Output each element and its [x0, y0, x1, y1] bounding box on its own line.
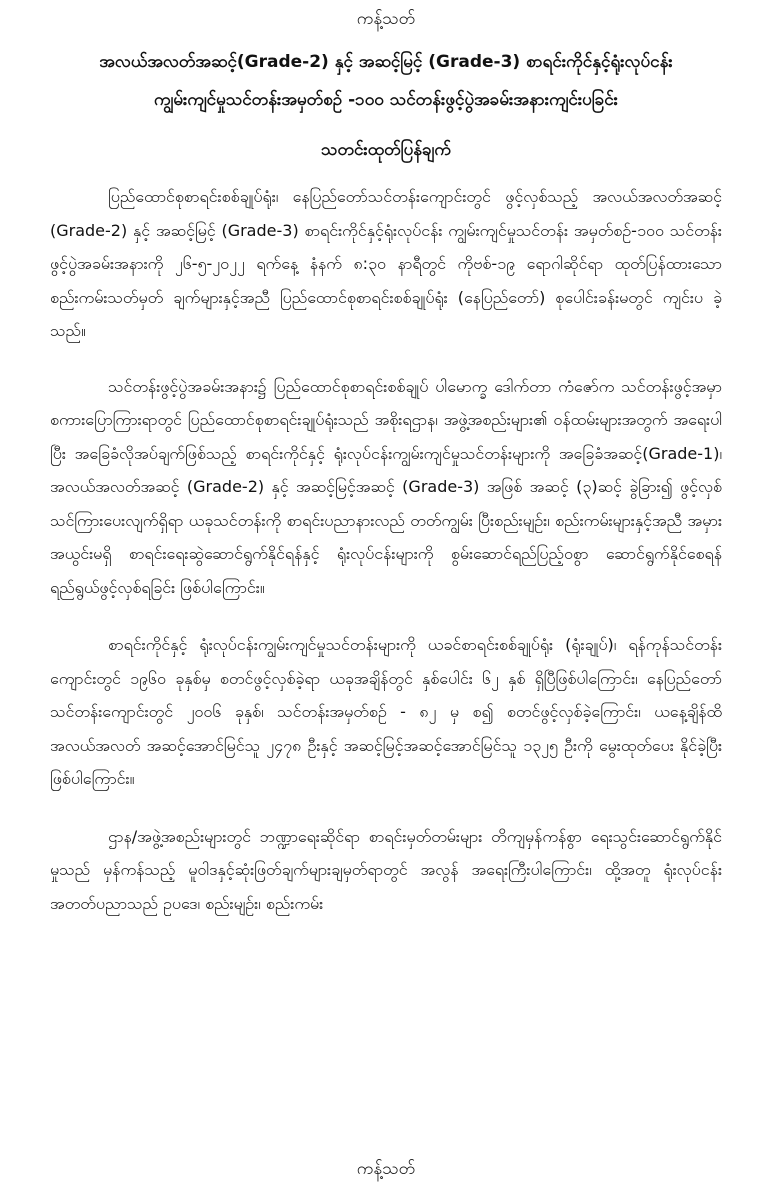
body-paragraph-1: ပြည်ထောင်စုစာရင်းစစ်ချုပ်ရုံး၊ နေပြည်တော်သင်တန်းကျောင်းတွင် ဖွင့်လှစ်သည့် အလယ်အလတ်အဆင့် (Grade-2) နှင့် အဆင့်မြင့် (Grade-3) စာရင်းကိုင်နှင့်ရုံးလုပ်ငန်း ကျွမ်းကျင်မှုသင်တန်း အမှတ်စဉ်-၁၀၀ သင်တန်းဖွင့်ပွဲအခမ်းအနားကို ၂၆-၅-၂၀၂၂ ရက်နေ့ နံနက် ၈:၃၀ နာရီတွင် ကိုဗစ်-၁၉ ရောဂါဆိုင်ရာ ထုတ်ပြန်ထားသော စည်းကမ်းသတ်မှတ် ချက်များနှင့်အညီ ပြည်ထောင်စုစာရင်းစစ်ချုပ်ရုံး (နေပြည်တော်) စုပေါင်းခန်းမတွင် ကျင်းပ ခဲ့သည်။: [50, 187, 722, 340]
classification-header: ကန့်သတ်: [356, 9, 416, 29]
body-paragraph-2: သင်တန်းဖွင့်ပွဲအခမ်းအနား၌ ပြည်ထောင်စုစာရင်းစစ်ချုပ် ပါမောက္ခ ဒေါက်တာ ကံဇော်က သင်တန်းဖွင့်အမှာစကားပြောကြားရာတွင် ပြည်ထောင်စုစာရင်းချုပ်ရုံးသည် အစိုးရဌာန၊ အဖွဲ့အစည်းများ၏ ဝန်ထမ်းများအတွက် အရေးပါပြီး အခြေခံလိုအပ်ချက်ဖြစ်သည့် စာရင်းကိုင်နှင့် ရုံးလုပ်ငန်းကျွမ်းကျင်မှုသင်တန်းများကို အခြေခံအဆင့်(Grade-1)၊ အလယ်အလတ်အဆင့် (Grade-2) နှင့် အဆင့်မြင့်အဆင့် (Grade-3) အဖြစ် အဆင့် (၃)ဆင့် ခွဲခြား၍ ဖွင့်လှစ်သင်ကြားပေးလျက်ရှိရာ ယခုသင်တန်းကို စာရင်းပညာနားလည် တတ်ကျွမ်း ပြီးစည်းမျဉ်း၊ စည်းကမ်းများနှင့်အညီ အမှားအယွင်းမရှိ စာရင်းရေးဆွဲဆောင်ရွက်နိုင်ရန်နှင့် ရုံးလုပ်ငန်းများကို စွမ်းဆောင်ရည်ပြည့်ဝစွာ ဆောင်ရွက်နိုင်စေရန် ရည်ရွယ်ဖွင့်လှစ်ရခြင်း ဖြစ်ပါကြောင်း။: [50, 376, 722, 597]
classification-footer: ကန့်သတ်: [356, 1159, 416, 1179]
document-subtitle: သတင်းထုတ်ပြန်ချက်: [321, 140, 451, 160]
document-title-line-2: ကျွမ်းကျင်မှုသင်တန်းအမှတ်စဉ် -၁၀၀ သင်တန်းဖွင့်ပွဲအခမ်းအနားကျင်းပခြင်း: [154, 90, 618, 110]
body-paragraph-4: ဌာန/အဖွဲ့အစည်းများတွင် ဘဏ္ဍာရေးဆိုင်ရာ စာရင်းမှတ်တမ်းများ တိကျမှန်ကန်စွာ ရေးသွင်းဆောင်ရွက်နိုင်မှုသည် မှန်ကန်သည့် မူဝါဒနှင့်ဆုံးဖြတ်ချက်များချမှတ်ရာတွင် အလွန် အရေးကြီးပါကြောင်း၊ ထို့အတူ ရုံးလုပ်ငန်းအတတ်ပညာသည် ဥပဒေ၊ စည်းမျဉ်း၊ စည်းကမ်း: [50, 826, 722, 913]
body-paragraph-3: စာရင်းကိုင်နှင့် ရုံးလုပ်ငန်းကျွမ်းကျင်မှုသင်တန်းများကို ယခင်စာရင်းစစ်ချုပ်ရုံး (ရုံးချုပ်)၊ ရန်ကုန်သင်တန်းကျောင်းတွင် ၁၉၆၀ ခုနှစ်မှ စတင်ဖွင့်လှစ်ခဲ့ရာ ယခုအချိန်တွင် နှစ်ပေါင်း ၆၂ နှစ် ရှိပြီဖြစ်ပါကြောင်း၊ နေပြည်တော်သင်တန်းကျောင်းတွင် ၂၀၀၆ ခုနှစ်၊ သင်တန်းအမှတ်စဉ် - ၈၂ မှ စ၍ စတင်ဖွင့်လှစ်ခဲ့ကြောင်း၊ ယနေ့ချိန်ထိ အလယ်အလတ် အဆင့်အောင်မြင်သူ ၂၄၇၈ ဦးနှင့် အဆင့်မြင့်အဆင့်အောင်မြင်သူ ၁၃၂၅ ဦးကို မွေးထုတ်ပေး နိုင်ခဲ့ပြီး ဖြစ်ပါကြောင်း။: [50, 635, 722, 788]
document-title-line-1: အလယ်အလတ်အဆင့်(Grade-2) နှင့် အဆင့်မြင့် (Grade-3) စာရင်းကိုင်နှင့်ရုံးလုပ်ငန်း: [99, 52, 673, 72]
